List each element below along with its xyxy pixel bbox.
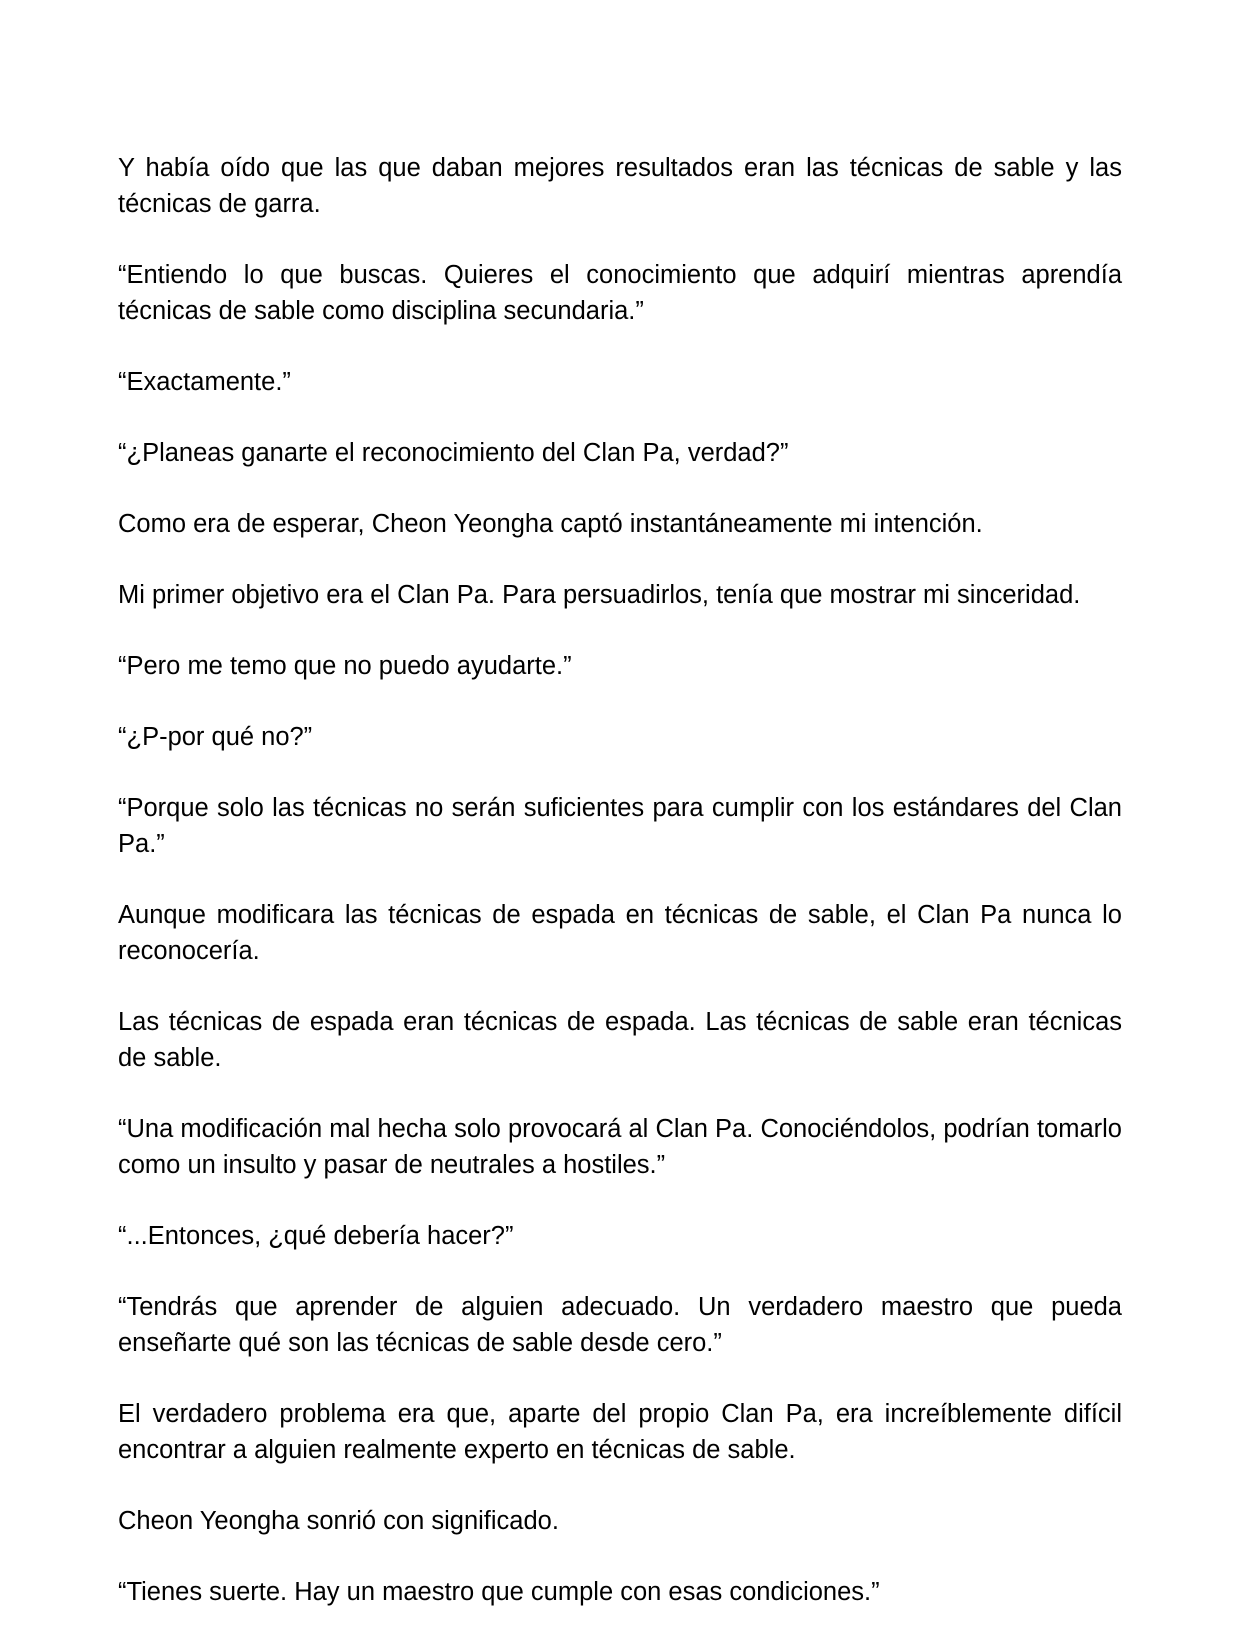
paragraph: “¿P-por qué no?” (118, 723, 313, 751)
paragraph: “Tienes suerte. Hay un maestro que cumple con esas condiciones.” (118, 1578, 880, 1606)
paragraph: “Porque solo las técnicas no serán suficientes para cumplir con los estándares del Clan Pa.” (118, 794, 1122, 858)
paragraph: Cheon Yeongha sonrió con significado. (118, 1507, 559, 1535)
paragraph: “¿Planeas ganarte el reconocimiento del Clan Pa, verdad?” (118, 439, 789, 467)
paragraph: Mi primer objetivo era el Clan Pa. Para persuadirlos, tenía que mostrar mi sinceridad. (118, 581, 1081, 609)
paragraph: Aunque modificara las técnicas de espada en técnicas de sable, el Clan Pa nunca lo reconocería. (118, 901, 1122, 965)
paragraph: “Tendrás que aprender de alguien adecuado. Un verdadero maestro que pueda enseñarte qué son las técnicas de sable desde cero.” (118, 1293, 1122, 1357)
paragraph: “...Entonces, ¿qué debería hacer?” (118, 1222, 514, 1250)
paragraph: “Pero me temo que no puedo ayudarte.” (118, 652, 572, 680)
paragraph: “Exactamente.” (118, 368, 291, 396)
paragraph: Como era de esperar, Cheon Yeongha captó instantáneamente mi intención. (118, 510, 983, 538)
paragraph: Y había oído que las que daban mejores resultados eran las técnicas de sable y las técnicas de garra. (118, 154, 1122, 218)
document-page (118, 150, 1122, 1645)
paragraph: El verdadero problema era que, aparte del propio Clan Pa, era increíblemente difícil encontrar a alguien realmente experto en técnicas de sable. (118, 1400, 1122, 1464)
paragraph: “Una modificación mal hecha solo provocará al Clan Pa. Conociéndolos, podrían tomarlo como un insulto y pasar de neutrales a hostiles.” (118, 1115, 1122, 1179)
paragraph: Las técnicas de espada eran técnicas de espada. Las técnicas de sable eran técnicas de sable. (118, 1008, 1122, 1072)
paragraph: “Entiendo lo que buscas. Quieres el conocimiento que adquirí mientras aprendía técnicas de sable como disciplina secundaria.” (118, 261, 1122, 325)
